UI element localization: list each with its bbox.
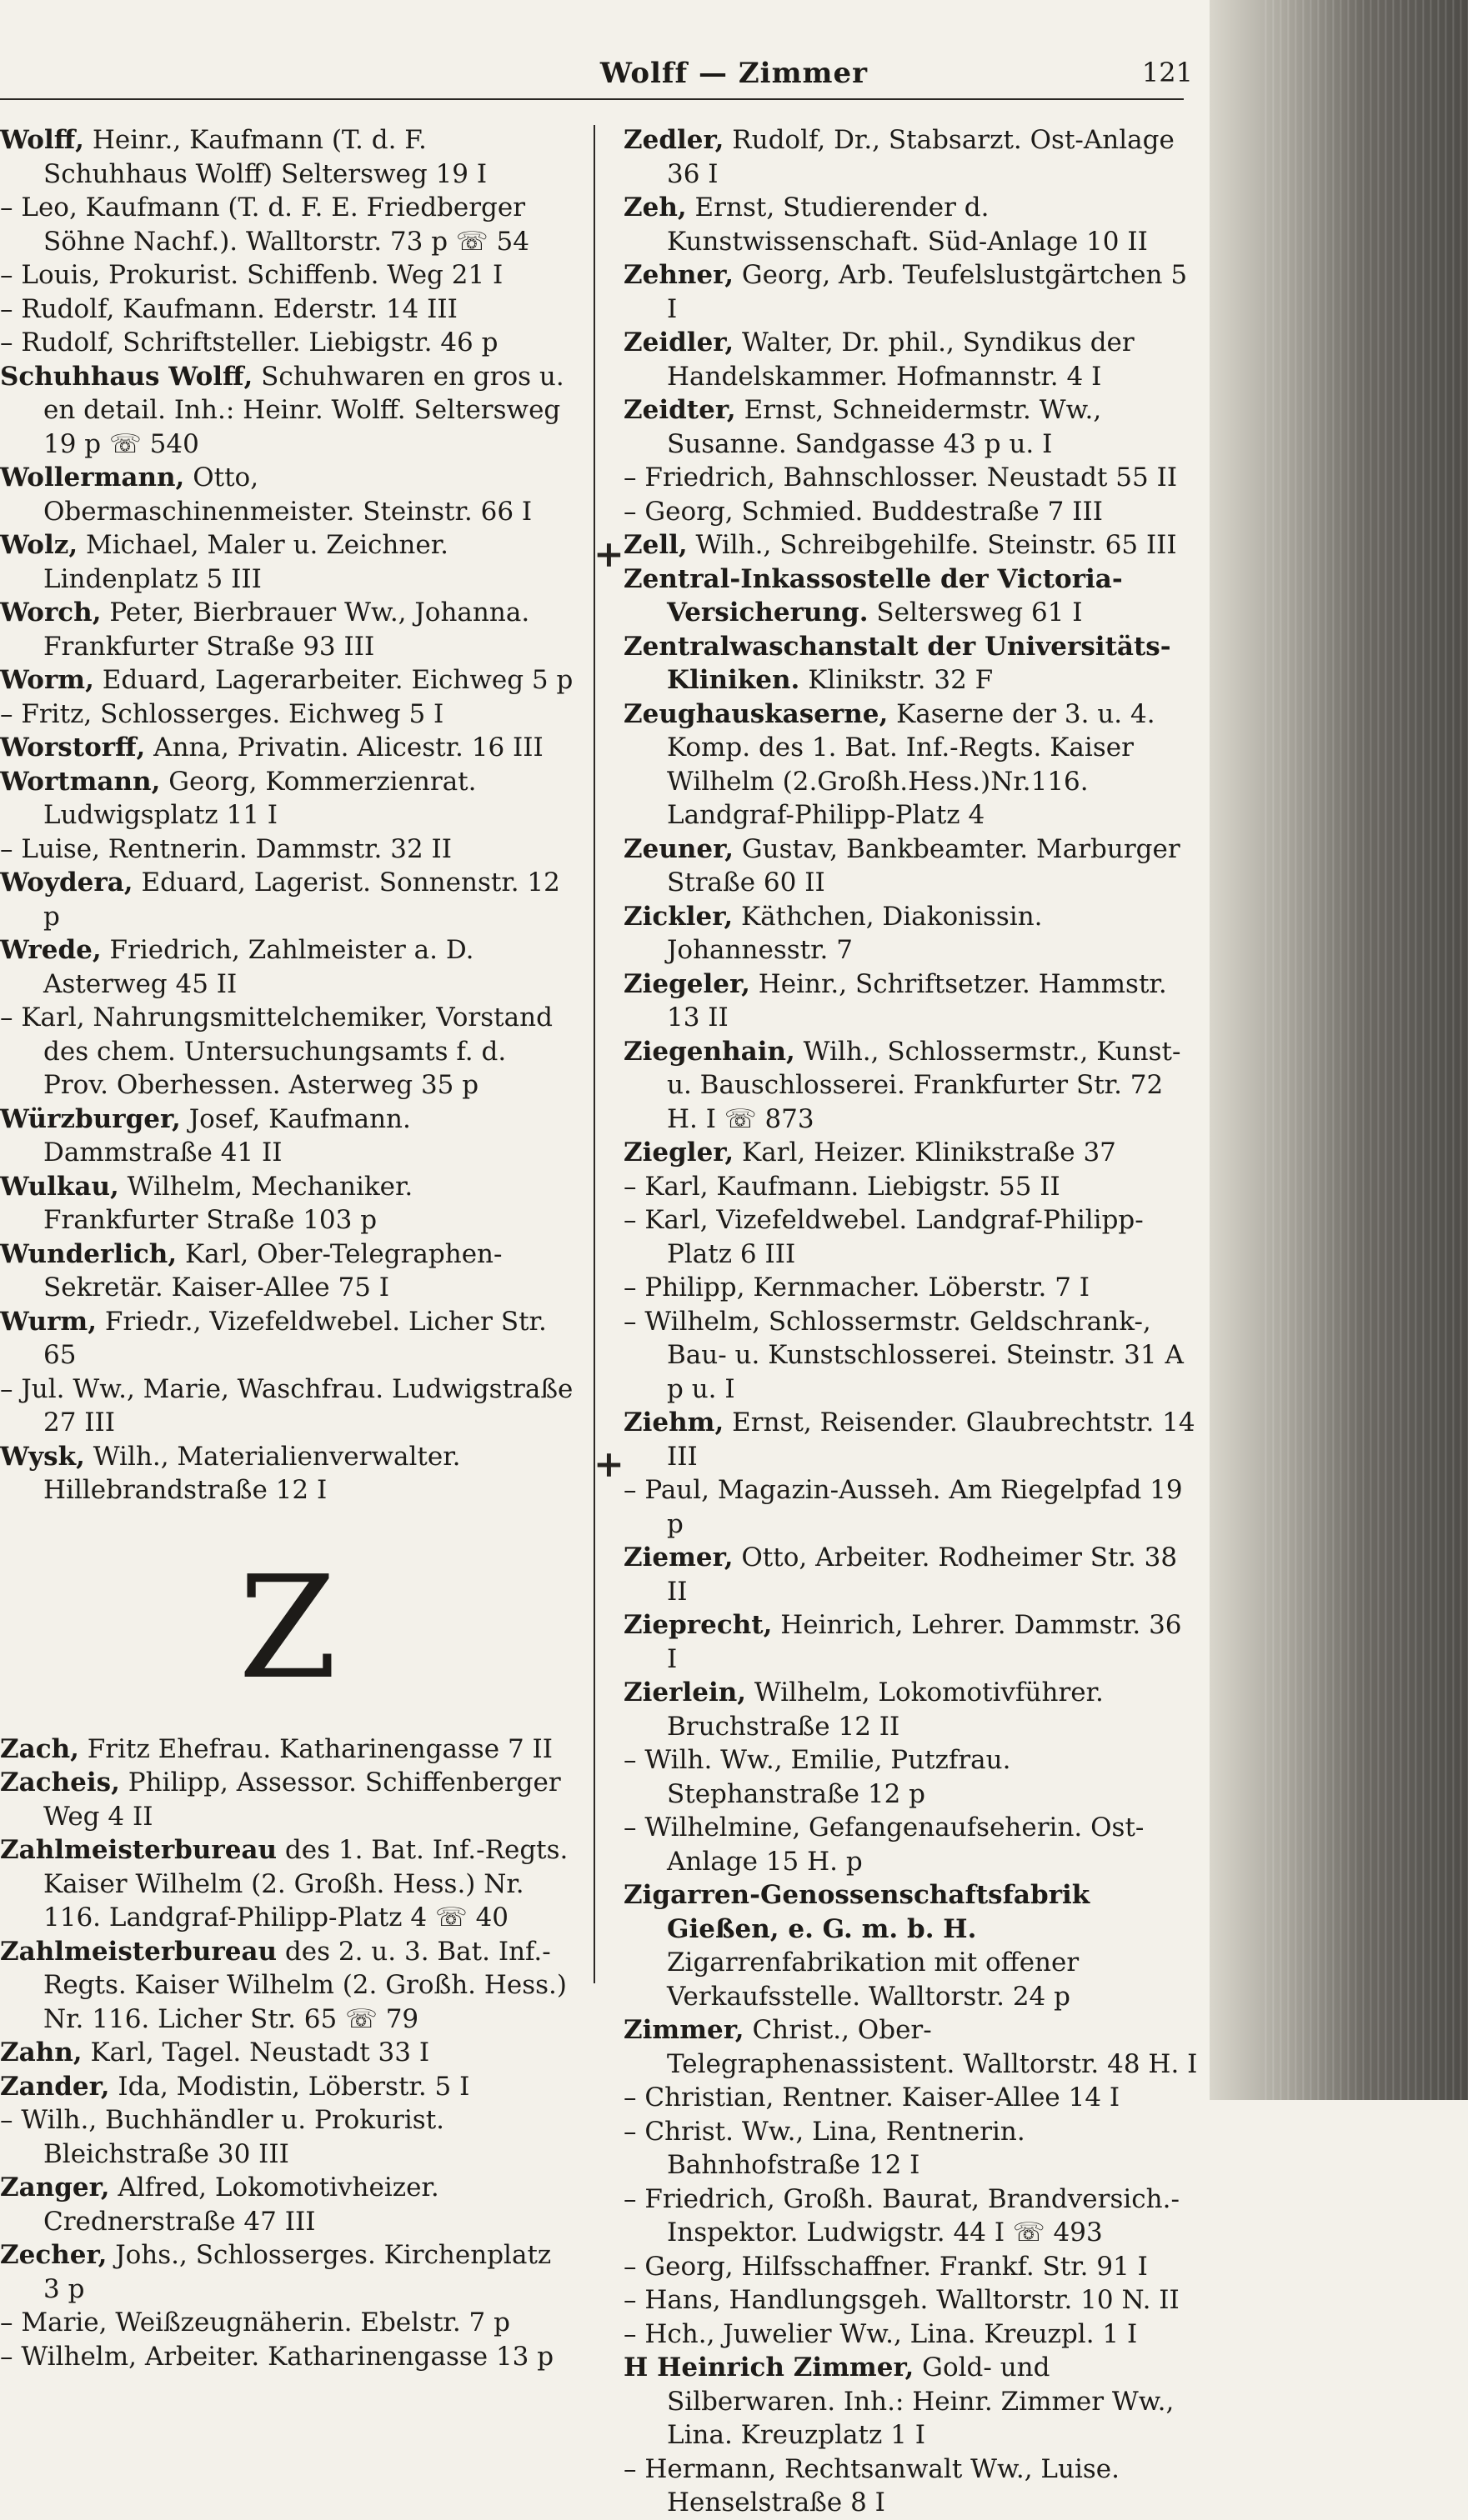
directory-entry (624, 1676, 1199, 1743)
directory-entry (0, 528, 575, 596)
directory-entry (0, 1102, 575, 1170)
entry-details: Friedr., Vizefeldwebel. Licher Str. 65 (43, 1306, 547, 1370)
entry-details: Ida, Modistin, Löberstr. 5 I (109, 2071, 470, 2102)
entry-details: Klinikstr. 32 F (799, 665, 994, 695)
entry-details: Michael, Maler u. Zeichner. Lindenplatz 5 III (43, 530, 448, 594)
entry-details: – Wilhelmine, Gefangenaufseherin. Ost-Anlage 15 H. p (624, 1812, 1145, 1877)
entry-details: – Rudolf, Schriftsteller. Liebigstr. 46 p (0, 328, 499, 358)
directory-entry (0, 2070, 575, 2104)
entry-name: Wortmann, (0, 766, 161, 797)
entry-details: – Friedrich, Großh. Baurat, Brandversich.-Inspektor. Ludwigstr. 44 I ☏ 493 (624, 2183, 1180, 2248)
directory-entry (0, 1935, 575, 2037)
entry-name: Worm, (0, 665, 94, 695)
entry-name: Zanger, (0, 2172, 110, 2202)
directory-entry (624, 393, 1199, 461)
directory-entry (0, 1170, 575, 1238)
directory-entry (0, 360, 575, 462)
directory-entry (624, 698, 1199, 832)
entry-name: Zeughauskaserne, (624, 698, 889, 729)
entry-details: – Hans, Handlungsgeh. Walltorstr. 10 N. II (624, 2285, 1180, 2315)
entry-name: Ziemer, (624, 1542, 734, 1572)
entry-name: Zecher, (0, 2240, 108, 2270)
entry-details: Ernst, Studierender d. Kunstwissenschaft. Süd-Anlage 10 II (667, 192, 1148, 257)
directory-entry (624, 2013, 1199, 2081)
directory-entry (624, 1878, 1199, 2013)
entry-name: Schuhhaus Wolff, (0, 361, 253, 392)
left-entries (0, 123, 575, 1508)
book-page-edge-lines (1260, 0, 1468, 2100)
entry-name: Zeidler, (624, 328, 734, 358)
directory-entry (624, 191, 1199, 258)
directory-entry (0, 731, 575, 765)
directory-entry (0, 2103, 575, 2171)
directory-entry (0, 1001, 575, 1102)
entry-details: Wilhelm, Mechaniker. Frankfurter Straße 103 p (43, 1171, 413, 1235)
entry-details: – Karl, Nahrungsmittelchemiker, Vorstand des chem. Untersuchungsamts f. d. Prov. Oberhessen. Asterweg 35 p (0, 1002, 553, 1100)
entry-details: – Fritz, Schlosserges. Eichweg 5 I (0, 698, 444, 729)
entry-details: Wilh., Materialienverwalter. Hillebrandstraße 12 I (43, 1441, 461, 1505)
entry-details: – Marie, Weißzeugnäherin. Ebelstr. 7 p (0, 2308, 510, 2338)
entry-name: Zeh, (624, 192, 687, 222)
entry-name: Ziegenhain, (624, 1036, 795, 1067)
directory-entry (0, 1732, 575, 1767)
entry-details: – Leo, Kaufmann (T. d. F. E. Friedberger Söhne Nachf.). Walltorstr. 73 p ☏ 54 (0, 192, 529, 257)
entry-name: Zander, (0, 2071, 110, 2102)
entry-details: Zigarrenfabrikation mit offener Verkaufsstelle. Walltorstr. 24 p (667, 1948, 1080, 2012)
column-divider (594, 125, 595, 1983)
entry-name: Ziegeler, (624, 968, 750, 999)
directory-entry (0, 1766, 575, 1833)
directory-entry (624, 123, 1199, 191)
entry-details: Peter, Bierbrauer Ww., Johanna. Frankfurter Straße 93 III (43, 598, 530, 662)
directory-entry (0, 2340, 575, 2374)
entry-details: Philipp, Assessor. Schiffenberger Weg 4 II (43, 1768, 561, 1832)
entry-details: – Wilhelm, Arbeiter. Katharinengasse 13 p (0, 2341, 554, 2372)
entry-details: – Wilhelm, Schlossermstr. Geldschrank-, Bau- u. Kunstschlosserei. Steinstr. 31 A p u. I (624, 1306, 1184, 1404)
entry-details: – Georg, Schmied. Buddestraße 7 III (624, 496, 1103, 527)
entry-details: – Paul, Magazin-Ausseh. Am Riegelpfad 19 p (624, 1475, 1183, 1539)
entry-details: Karl, Ober-Telegraphen-Sekretär. Kaiser-Allee 75 I (43, 1238, 503, 1302)
entry-name: Zeuner, (624, 833, 734, 864)
section-letter: Z (238, 1545, 338, 1711)
entry-name: Ziegler, (624, 1138, 734, 1168)
directory-entry (624, 2182, 1199, 2250)
entry-name: Wunderlich, (0, 1238, 178, 1269)
entry-details: Heinrich, Lehrer. Dammstr. 36 I (667, 1610, 1182, 1674)
entry-name: Wolff, (0, 125, 84, 155)
directory-entry (624, 1271, 1199, 1305)
entry-details: Karl, Tagel. Neustadt 33 I (82, 2038, 430, 2068)
directory-entry (624, 562, 1199, 630)
entry-name: Zickler, (624, 901, 734, 932)
entry-details: des 2. u. 3. Bat. Inf.-Regts. Kaiser Wilhelm (2. Großh. Hess.) Nr. 116. Licher Str. 65 ☏ 79 (43, 1936, 568, 2034)
entry-details: Wilhelm, Lokomotivführer. Bruchstraße 12 II (667, 1678, 1104, 1742)
entry-details: – Louis, Prokurist. Schiffenb. Weg 21 I (0, 260, 504, 290)
entry-details: Käthchen, Diakonissin. Johannesstr. 7 (667, 901, 1043, 965)
entry-name: Wysk, (0, 1441, 85, 1472)
entry-details: – Karl, Kaufmann. Liebigstr. 55 II (624, 1171, 1060, 1202)
directory-entry (624, 1608, 1199, 1676)
entry-details: – Karl, Vizefeldwebel. Landgraf-Philipp-Platz 6 III (624, 1205, 1144, 1269)
directory-entry (0, 866, 575, 933)
entry-details: Otto, Arbeiter. Rodheimer Str. 38 II (667, 1542, 1178, 1607)
entry-details: – Wilh. Ww., Emilie, Putzfrau. Stephanstraße 12 p (624, 1745, 1011, 1809)
directory-entry (624, 2318, 1199, 2352)
entry-details: – Hch., Juwelier Ww., Lina. Kreuzpl. 1 I (624, 2318, 1138, 2349)
entry-details: – Friedrich, Bahnschlosser. Neustadt 55 II (624, 462, 1178, 492)
entry-details: Karl, Heizer. Klinikstraße 37 (734, 1138, 1116, 1168)
entry-details: Eduard, Lagerist. Sonnenstr. 12 p (43, 868, 560, 932)
entry-details: Georg, Arb. Teufelslustgärtchen 5 I (667, 260, 1188, 324)
entry-name: Zahn, (0, 2038, 83, 2068)
directory-entry (624, 2452, 1199, 2520)
entry-details: – Jul. Ww., Marie, Waschfrau. Ludwigstraße 27 III (0, 1373, 574, 1438)
directory-entry (0, 326, 575, 360)
entry-details: Friedrich, Zahlmeister a. D. Asterweg 45 II (43, 935, 474, 999)
entry-name: Zimmer, (624, 2015, 744, 2045)
entry-details: Johs., Schlosserges. Kirchenplatz 3 p (43, 2240, 552, 2304)
directory-entry (0, 596, 575, 663)
directory-entry (624, 630, 1199, 698)
directory-entry (0, 292, 575, 327)
entry-details: Alfred, Lokomotivheizer. Crednerstraße 47 III (43, 2172, 439, 2237)
directory-entry (0, 2171, 575, 2238)
entry-name: Zehner, (624, 260, 734, 290)
entry-details: Seltersweg 61 I (868, 598, 1083, 628)
entry-details: Gold- und Silberwaren. Inh.: Heinr. Zimmer Ww., Lina. Kreuzplatz 1 I (667, 2352, 1175, 2450)
entry-details: – Christ. Ww., Lina, Rentnerin. Bahnhofstraße 12 I (624, 2116, 1025, 2180)
directory-entry (624, 258, 1199, 326)
left-column (0, 123, 575, 2373)
directory-entry (624, 495, 1199, 529)
entry-name: Wulkau, (0, 1171, 119, 1202)
directory-entry (624, 832, 1199, 900)
entry-details: – Christian, Rentner. Kaiser-Allee 14 I (624, 2082, 1120, 2112)
entry-name: Zeidter, (624, 395, 736, 425)
directory-entry (624, 528, 1199, 562)
entry-details: – Georg, Hilfsschaffner. Frankf. Str. 91 I (624, 2251, 1148, 2282)
entry-name: Zieprecht, (624, 1610, 773, 1640)
entry-name: Wrede, (0, 935, 102, 965)
directory-entry (624, 2351, 1199, 2452)
entry-details: Wilh., Schreibgehilfe. Steinstr. 65 III (687, 530, 1177, 560)
header-rule (0, 98, 1184, 100)
directory-entry (0, 663, 575, 698)
directory-entry (0, 123, 575, 191)
directory-entry (624, 1473, 1199, 1541)
directory-entry (624, 2250, 1199, 2284)
directory-entry (0, 258, 575, 292)
directory-entry (624, 1305, 1199, 1407)
entry-name: Zigarren-Genossenschaftsfabrik Gießen, e. G. m. b. H. (624, 1880, 1090, 1944)
entry-details: Christ., Ober-Telegraphenassistent. Walltorstr. 48 H. I (667, 2015, 1198, 2079)
directory-entry (0, 191, 575, 258)
entry-details: Heinr., Schriftsetzer. Hammstr. 13 II (667, 968, 1167, 1032)
entry-name: Zacheis, (0, 1768, 120, 1798)
entry-details: Ernst, Schneidermstr. Ww., Susanne. Sandgasse 43 p u. I (667, 395, 1102, 459)
directory-entry (624, 1811, 1199, 1878)
margin-mark: + (594, 1443, 624, 1486)
entry-name: Zahlmeisterbureau (0, 1835, 278, 1865)
entry-details: Fritz Ehefrau. Katharinengasse 7 II (78, 1733, 554, 1764)
page-number: 121 (1141, 57, 1193, 88)
entry-details: Walter, Dr. phil., Syndikus der Handelskammer. Hofmannstr. 4 I (667, 328, 1135, 392)
left-z-entries (0, 1732, 575, 2374)
directory-entry (0, 1305, 575, 1372)
directory-entry (0, 1833, 575, 1935)
entry-details: Ernst, Reisender. Glaubrechtstr. 14 III (667, 1408, 1195, 1472)
right-entries (624, 123, 1199, 2520)
entry-name: Zahlmeisterbureau (0, 1936, 278, 1967)
directory-entry (624, 1170, 1199, 1204)
directory-entry (624, 2115, 1199, 2182)
directory-entry (624, 1203, 1199, 1271)
directory-entry (0, 832, 575, 867)
right-column (624, 123, 1199, 2520)
directory-entry (0, 461, 575, 528)
entry-details: Georg, Kommerzienrat. Ludwigsplatz 11 I (43, 766, 477, 830)
entry-name: Wolz, (0, 530, 78, 560)
entry-name: H Heinrich Zimmer, (624, 2352, 914, 2382)
entry-name: Ziehm, (624, 1408, 724, 1438)
directory-entry (624, 900, 1199, 968)
entry-details: Rudolf, Dr., Stabsarzt. Ost-Anlage 36 I (667, 125, 1175, 189)
directory-entry (624, 326, 1199, 393)
entry-details: Eduard, Lagerarbeiter. Eichweg 5 p (93, 665, 574, 695)
entry-details: Otto, Obermaschinenmeister. Steinstr. 66 I (43, 462, 533, 527)
entry-details: – Luise, Rentnerin. Dammstr. 32 II (0, 833, 453, 864)
directory-entry (624, 2081, 1199, 2115)
directory-entry (0, 2306, 575, 2340)
entry-details: des 1. Bat. Inf.-Regts. Kaiser Wilhelm (2. Großh. Hess.) Nr. 116. Landgraf-Philipp-Platz 4 ☏ 40 (43, 1835, 569, 1932)
entry-details: Kaserne der 3. u. 4. Komp. des 1. Bat. Inf.-Regts. Kaiser Wilhelm (2.Großh.Hess.)Nr.116. Landgraf-Philipp-Platz 4 (667, 698, 1155, 830)
directory-entry (0, 933, 575, 1001)
directory-entry (0, 2036, 575, 2070)
directory-entry (624, 968, 1199, 1035)
running-header: Wolff — Zimmer (599, 57, 869, 90)
directory-entry (624, 1136, 1199, 1170)
entry-name: Zedler, (624, 125, 724, 155)
entry-details: Anna, Privatin. Alicestr. 16 III (145, 732, 544, 762)
entry-name: Zentral-Inkassostelle der Victoria-Versicherung. (624, 563, 1123, 628)
directory-entry (624, 461, 1199, 495)
entry-details: Josef, Kaufmann. Dammstraße 41 II (43, 1103, 411, 1168)
entry-name: Worstorff, (0, 732, 146, 762)
entry-name: Würzburger, (0, 1103, 181, 1134)
entry-name: Zell, (624, 530, 688, 560)
entry-details: – Philipp, Kernmacher. Löberstr. 7 I (624, 1272, 1090, 1302)
directory-entry (0, 2238, 575, 2306)
entry-name: Wollermann, (0, 462, 185, 492)
directory-entry (624, 1743, 1199, 1811)
entry-name: Wurm, (0, 1306, 98, 1337)
directory-entry (624, 1035, 1199, 1137)
directory-entry (0, 1372, 575, 1440)
entry-details: – Wilh., Buchhändler u. Prokurist. Bleichstraße 30 III (0, 2105, 445, 2169)
entry-name: Zach, (0, 1733, 79, 1764)
entry-details: – Rudolf, Kaufmann. Ederstr. 14 III (0, 293, 458, 324)
entry-details: Gustav, Bankbeamter. Marburger Straße 60 II (667, 833, 1180, 898)
directory-entry (0, 1238, 575, 1305)
entry-details: – Hermann, Rechtsanwalt Ww., Luise. Henselstraße 8 I (624, 2453, 1120, 2518)
entry-name: Zentralwaschanstalt der Universitäts-Kliniken. (624, 631, 1171, 695)
margin-mark: + (594, 533, 624, 576)
directory-entry (624, 1541, 1199, 1608)
entry-details: Heinr., Kaufmann (T. d. F. Schuhhaus Wolff) Seltersweg 19 I (43, 125, 488, 189)
entry-name: Worch, (0, 598, 102, 628)
directory-entry (624, 1406, 1199, 1473)
directory-entry (0, 698, 575, 732)
entry-name: Woydera, (0, 868, 133, 898)
directory-entry (0, 1440, 575, 1508)
directory-entry (0, 765, 575, 832)
entry-name: Zierlein, (624, 1678, 747, 1708)
entry-details: Schuhwaren en gros u. en detail. Inh.: Heinr. Wolff. Seltersweg 19 p ☏ 540 (43, 361, 564, 459)
entry-details: Wilh., Schlossermstr., Kunst- u. Bauschlosserei. Frankfurter Str. 72 H. I ☏ 873 (667, 1036, 1181, 1134)
directory-entry (624, 2283, 1199, 2318)
